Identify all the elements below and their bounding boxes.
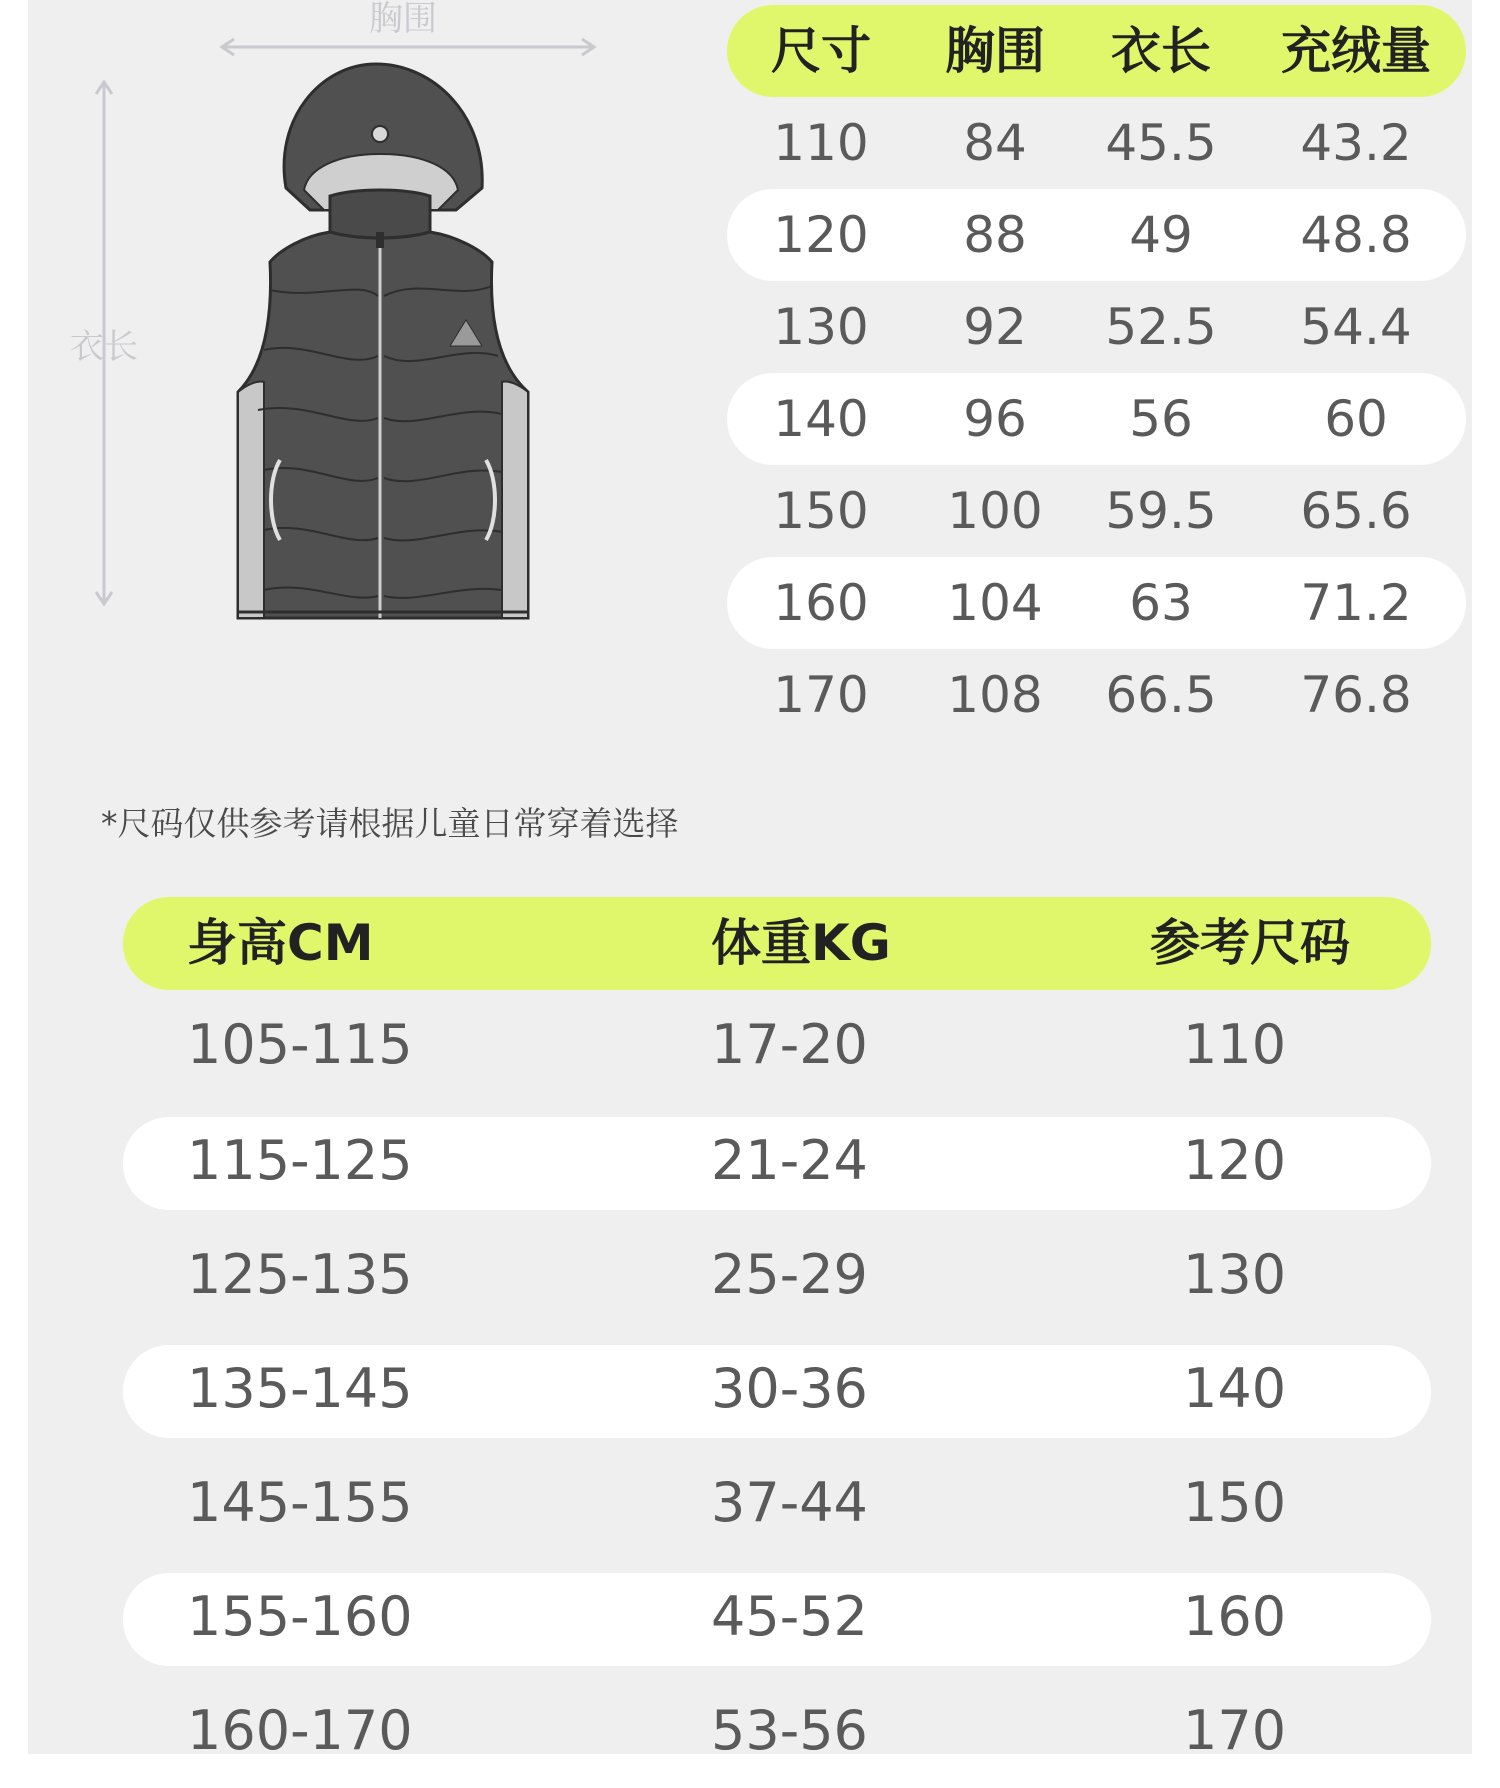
cell-length: 45.5 [1105, 114, 1217, 172]
cell-down-fill: 76.8 [1300, 666, 1412, 724]
table-row [727, 373, 1466, 465]
cell-height: 125-135 [187, 1243, 413, 1306]
table-row [727, 189, 1466, 281]
cell-reference-size: 140 [1183, 1357, 1287, 1420]
cell-reference-size: 160 [1183, 1585, 1287, 1648]
size-table-header [727, 5, 1466, 97]
cell-down-fill: 71.2 [1300, 574, 1412, 632]
cell-reference-size: 120 [1183, 1129, 1287, 1192]
header-length: 衣长 [1111, 22, 1211, 80]
size-chart-panel [28, 0, 1472, 1762]
cell-size: 150 [773, 482, 869, 540]
cell-height: 145-155 [187, 1471, 413, 1534]
table-row [123, 1560, 1431, 1674]
cell-down-fill: 54.4 [1300, 298, 1412, 356]
cell-size: 170 [773, 666, 869, 724]
cell-reference-size: 150 [1183, 1471, 1287, 1534]
chest-measure-arrow [222, 39, 594, 55]
table-row [727, 97, 1466, 189]
cell-length: 49 [1129, 206, 1193, 264]
header-chest: 胸围 [945, 22, 1045, 80]
header-weight: 体重KG [711, 914, 891, 972]
vest-body [238, 232, 528, 618]
cell-down-fill: 48.8 [1300, 206, 1412, 264]
table-row [123, 1332, 1431, 1446]
cell-reference-size: 110 [1183, 1013, 1287, 1076]
header-reference-size: 参考尺码 [1150, 914, 1350, 972]
cell-weight: 53-56 [711, 1699, 868, 1762]
cell-size: 160 [773, 574, 869, 632]
chest-label: 胸围 [369, 0, 437, 39]
reference-size-table [123, 897, 1431, 1788]
cell-weight: 30-36 [711, 1357, 868, 1420]
header-down-fill: 充绒量 [1281, 22, 1431, 80]
table-row [727, 465, 1466, 557]
cell-length: 59.5 [1105, 482, 1217, 540]
table-row [123, 1674, 1431, 1788]
cell-size: 130 [773, 298, 869, 356]
table-row [123, 1446, 1431, 1560]
cell-chest: 100 [947, 482, 1043, 540]
cell-weight: 17-20 [711, 1013, 868, 1076]
cell-chest: 88 [963, 206, 1027, 264]
cell-size: 110 [773, 114, 869, 172]
cell-height: 115-125 [187, 1129, 413, 1192]
table-row [123, 990, 1431, 1104]
cell-reference-size: 130 [1183, 1243, 1287, 1306]
cell-size: 140 [773, 390, 869, 448]
cell-height: 160-170 [187, 1699, 413, 1762]
cell-length: 66.5 [1105, 666, 1217, 724]
header-height: 身高CM [187, 914, 374, 972]
cell-height: 105-115 [187, 1013, 413, 1076]
cell-weight: 37-44 [711, 1471, 868, 1534]
size-footnote: *尺码仅供参考请根据儿童日常穿着选择 [101, 804, 679, 843]
cell-weight: 45-52 [711, 1585, 868, 1648]
cell-chest: 84 [963, 114, 1027, 172]
cell-length: 52.5 [1105, 298, 1217, 356]
cell-down-fill: 60 [1324, 390, 1388, 448]
cell-reference-size: 170 [1183, 1699, 1287, 1762]
cell-chest: 96 [963, 390, 1027, 448]
table-row [727, 649, 1466, 741]
size-measurement-table [727, 5, 1466, 741]
reference-table-header [123, 897, 1431, 990]
cell-down-fill: 43.2 [1300, 114, 1412, 172]
cell-length: 56 [1129, 390, 1193, 448]
cell-chest: 108 [947, 666, 1043, 724]
cell-size: 120 [773, 206, 869, 264]
table-row [123, 1218, 1431, 1332]
cell-chest: 104 [947, 574, 1043, 632]
table-row [727, 557, 1466, 649]
length-label: 衣长 [70, 327, 138, 367]
cell-height: 135-145 [187, 1357, 413, 1420]
vest-illustration [58, 0, 618, 640]
header-size: 尺寸 [771, 22, 871, 80]
cell-weight: 25-29 [711, 1243, 868, 1306]
cell-down-fill: 65.6 [1300, 482, 1412, 540]
cell-chest: 92 [963, 298, 1027, 356]
cell-height: 155-160 [187, 1585, 413, 1648]
table-row [123, 1104, 1431, 1218]
cell-weight: 21-24 [711, 1129, 868, 1192]
cell-length: 63 [1129, 574, 1193, 632]
table-row [727, 281, 1466, 373]
